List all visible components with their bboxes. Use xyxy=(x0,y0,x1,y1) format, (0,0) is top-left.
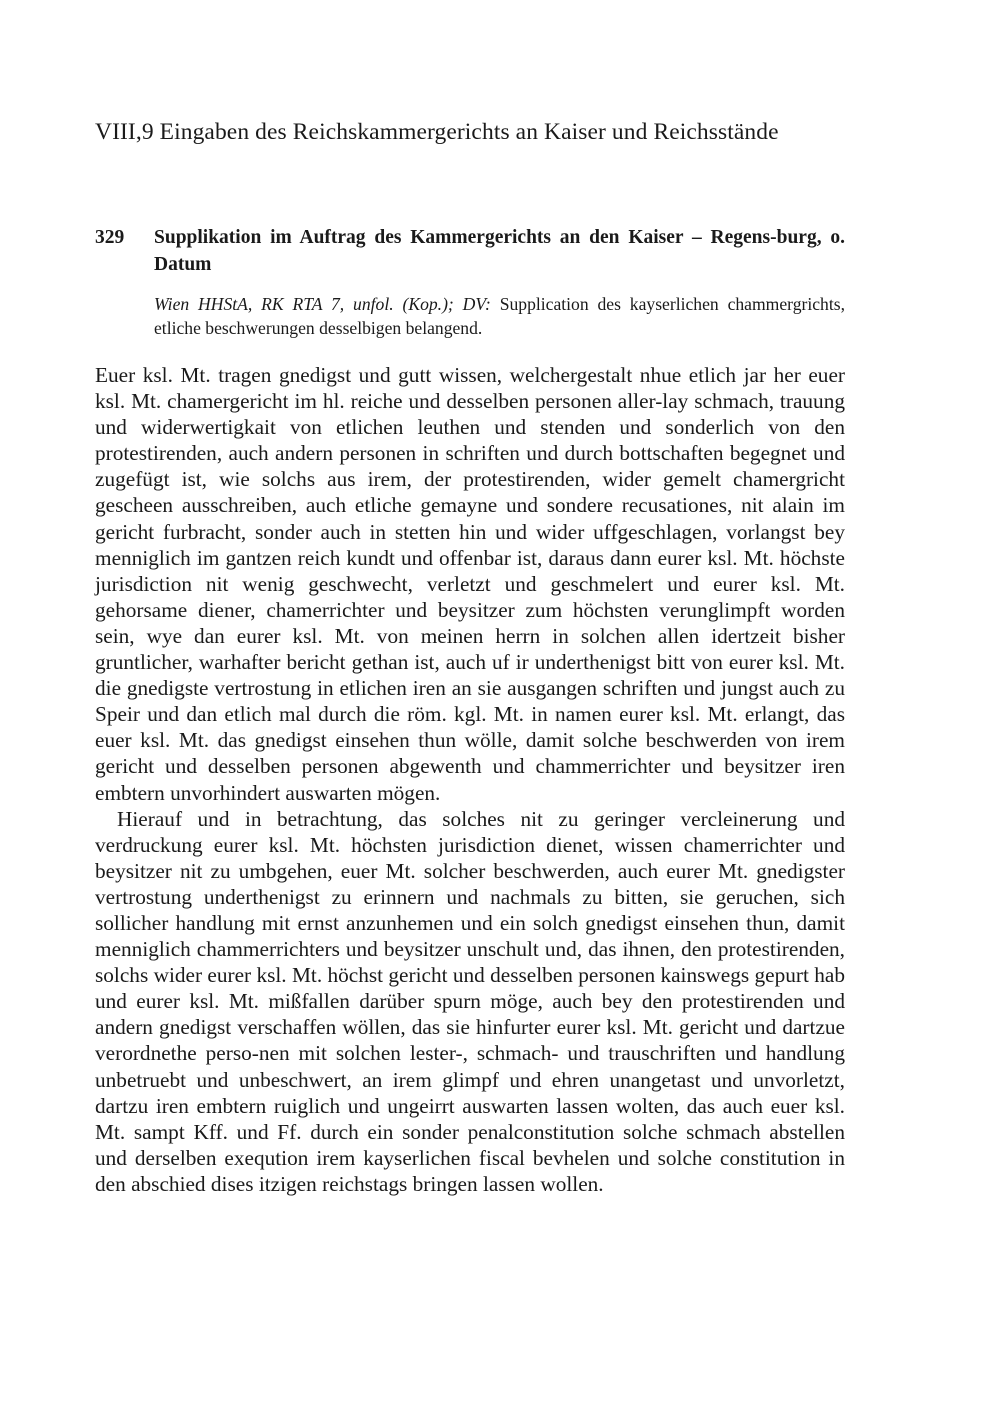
document-number: 329 xyxy=(95,227,125,248)
dorsal-note: Supplication des kayserlichen chammergrichts, etliche beschwerungen desselbigen belangend. xyxy=(154,294,845,338)
document-body xyxy=(95,362,845,1197)
source-note xyxy=(154,292,845,340)
archive-reference: Wien HHStA, RK RTA 7, unfol. (Kop.); DV: xyxy=(154,294,491,314)
body-paragraph: Hierauf und in betrachtung, das solches nit zu geringer vercleinerung und verdruckung eurer ksl. Mt. höchsten jurisdiction dienet, wissen chamerrichter und beysitzer nit zu umbgehen, euer Mt. solcher beschwerden, auch eurer Mt. gnedigster vertrostung underthenigst zu erinnern und nachmals zu bitten, sie geruchen, sich sollicher handlung mit ernst anzunhemen und ein solch gnedigst einsehen thun, damit menniglich chammerrichters und beysitzer unschult und, das ihnen, den protestirenden, solchs wider eurer ksl. Mt. höchst gericht und desselben personen kainswegs gepurt hab und eurer ksl. Mt. mißfallen darüber spurn möge, auch bey den protestirenden und andern gnedigst verschaffen wöllen, das sie hinfurter eurer ksl. Mt. gericht und dartzue verordnethe perso-nen mit solchen lester-, schmach- und trauschriften und handlung unbetruebt und unbeschwert, an irem glimpf und ehren unangetast und unvorletzt, dartzu iren embtern ruiglich und ungeirrt auswarten lassen wolten, das auch euer ksl. Mt. sampt Kff. und Ff. durch ein sonder penalconstitution solche schmach abstellen und derselben exeqution irem kayserlichen fiscal bevhelen und solche constitution in den abschied dises itzigen reichstags bringen lassen wollen. xyxy=(95,806,845,1196)
document-title: Supplikation im Auftrag des Kammergerichts an den Kaiser – Regens-burg, o. Datum xyxy=(154,227,845,275)
document-heading xyxy=(95,224,845,278)
page xyxy=(95,0,845,1418)
running-head: VIII,9 Eingaben des Reichskammergerichts an Kaiser und Reichsstände xyxy=(95,119,779,145)
body-paragraph: Euer ksl. Mt. tragen gnedigst und gutt wissen, welchergestalt nhue etlich jar her euer ksl. Mt. chamergericht im hl. reiche und desselben personen aller-lay schmach, trauung und widerwertigkait von etlichen leuthen und stenden und sonderlich von den protestirenden, auch andern personen in schriften und durch bottschaften begegnet und zugefügt ist, wie solchs aus irem, der protestirenden, wider gemelt chamergricht gescheen ausschreiben, auch etliche gemayne und sondere recusationes, nit alain im gericht furbracht, sonder auch in stetten hin und wider uffgeschlagen, vorlangst bey menniglich im gantzen reich kundt und offenbar ist, daraus dann eurer ksl. Mt. höchste jurisdiction nit wenig geschwecht, verletzt und geschmelert und eurer ksl. Mt. gehorsame diener, chamerrichter und beysitzer zum höchsten verunglimpft worden sein, wye dan eurer ksl. Mt. von meinen herrn in solchen allen idertzeit bisher gruntlicher, warhafter bericht gethan ist, auch uf ir underthenigst bitt von eurer ksl. Mt. die gnedigste vertrostung in etlichen iren an sie ausgangen schriften und jungst auch zu Speir und dan etlich mal durch die röm. kgl. Mt. in namen eurer ksl. Mt. erlangt, das euer ksl. Mt. das gnedigst einsehen thun wölle, damit solche beschwerden von irem gericht und desselben personen abgewenth und chammerrichter und beysitzer iren embtern unvorhindert auswarten mögen. xyxy=(95,363,845,805)
